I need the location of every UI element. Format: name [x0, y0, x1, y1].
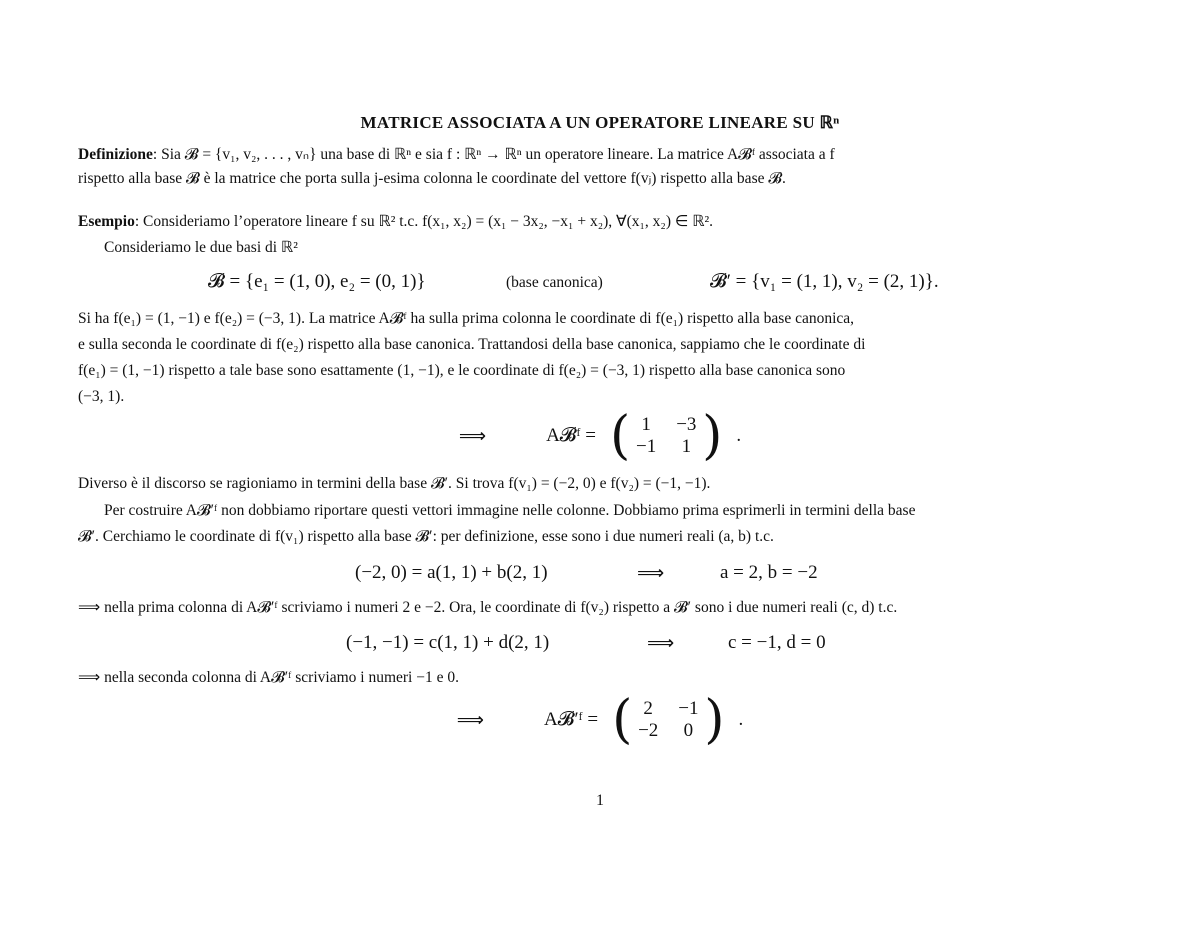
paragraph-2-line-1: Diverso è il discorso se ragioniamo in termini della base 𝓑′. Si trova f(v₁) = (−2, 0) e f(v₂) = (−1, −1). [78, 475, 711, 492]
equation-1-left: (−2, 0) = a(1, 1) + b(2, 1) [355, 562, 548, 583]
matrix-2-cell: −2 [638, 720, 659, 741]
definition-text-1: : Sia 𝓑 = {v₁, v₂, . . . , vₙ} una base di ℝⁿ e sia f : ℝⁿ → ℝⁿ un operatore lineare. La matrice A𝓑ᶠ associata a f [152, 146, 835, 163]
implies-symbol-1: ⟹ [458, 425, 487, 447]
equation-1-implies: ⟹ [637, 563, 665, 584]
implies-symbol-2: ⟹ [456, 709, 484, 731]
matrix-2-label: A𝓑′ᶠ = [544, 709, 599, 730]
matrix-2: ( 2 −1 −2 0 ) [612, 690, 725, 750]
matrix-1: ( 1 −3 −1 1 ) [609, 406, 723, 466]
basis-canonical-note: (base canonica) [506, 274, 603, 291]
equation-2-implies: ⟹ [647, 633, 675, 654]
equation-2-left: (−1, −1) = c(1, 1) + d(2, 1) [346, 632, 550, 653]
matrix-1-cell: 1 [641, 414, 651, 435]
example-line-1 [78, 212, 713, 231]
example-label: Esempio [78, 213, 135, 230]
matrix-1-cell: −3 [676, 414, 697, 435]
matrix-2-cell: 0 [683, 720, 694, 741]
basis-b-prime: 𝓑′ = {v₁ = (1, 1), v₂ = (2, 1)}. [710, 271, 939, 292]
matrix-1-display: ⟹ A𝓑ᶠ = ( 1 −3 −1 1 ) . [458, 406, 742, 466]
matrix-2-cell: 2 [643, 698, 653, 719]
paragraph-4-line-1: ⟹ nella prima colonna di A𝓑′ᶠ scriviamo i numeri 2 e −2. Ora, le coordinate di f(v₂) rispetto a 𝓑′ sono i due numeri reali (c, d) t.c. [78, 599, 898, 616]
paragraph-1-line-4: (−3, 1). [78, 388, 125, 405]
basis-canonical: 𝓑 = {e₁ = (1, 0), e₂ = (0, 1)} [208, 271, 426, 292]
paragraph-3-line-2: 𝓑′. Cerchiamo le coordinate di f(v₁) rispetto alla base 𝓑′: per definizione, esse sono i due numeri reali (a, b) t.c. [78, 528, 774, 545]
definition-label: Definizione [78, 146, 153, 163]
definition-line-2: rispetto alla base 𝓑 è la matrice che porta sulla j-esima colonna le coordinate del vettore f(vⱼ) rispetto alla base 𝓑. [78, 170, 786, 187]
paragraph-1-line-2: e sulla seconda le coordinate di f(e₂) rispetto alla base canonica. Trattandosi della base canonica, sappiamo che le coordinate di [78, 336, 866, 353]
paragraph-1-line-1: Si ha f(e₁) = (1, −1) e f(e₂) = (−3, 1). La matrice A𝓑ᶠ ha sulla prima colonna le coordinate di f(e₁) rispetto alla base canonica, [78, 310, 855, 327]
matrix-1-label: A𝓑ᶠ = [546, 425, 596, 446]
paragraph-3-line-1: Per costruire A𝓑′ᶠ non dobbiamo riportare questi vettori immagine nelle colonne. Dobbiamo prima esprimerli in termini della base [104, 502, 916, 519]
page-title: MATRICE ASSOCIATA A UN OPERATORE LINEARE SU ℝⁿ [360, 113, 840, 132]
page-number: 1 [596, 792, 604, 809]
definition-line-1 [78, 145, 835, 164]
matrix-1-cell: −1 [635, 436, 657, 457]
example-text-1: : Consideriamo l’operatore lineare f su ℝ² t.c. f(x₁, x₂) = (x₁ − 3x₂, −x₁ + x₂), ∀(x₁, x₂) ∈ ℝ². [134, 213, 714, 230]
matrix-2-display: ⟹ A𝓑′ᶠ = ( 2 −1 −2 0 ) . [456, 690, 744, 750]
paragraph-1-line-3: f(e₁) = (1, −1) rispetto a tale base sono esattamente (1, −1), e le coordinate di f(e₂) = (−3, 1) rispetto alla base canonica sono [78, 362, 846, 379]
example-line-2: Consideriamo le due basi di ℝ² [104, 239, 298, 256]
equation-1-right: a = 2, b = −2 [720, 562, 818, 583]
equation-2-right: c = −1, d = 0 [728, 632, 826, 653]
matrix-1-cell: 1 [681, 436, 692, 457]
paragraph-5-line-1: ⟹ nella seconda colonna di A𝓑′ᶠ scriviamo i numeri −1 e 0. [78, 669, 459, 686]
matrix-2-cell: −1 [678, 698, 699, 719]
